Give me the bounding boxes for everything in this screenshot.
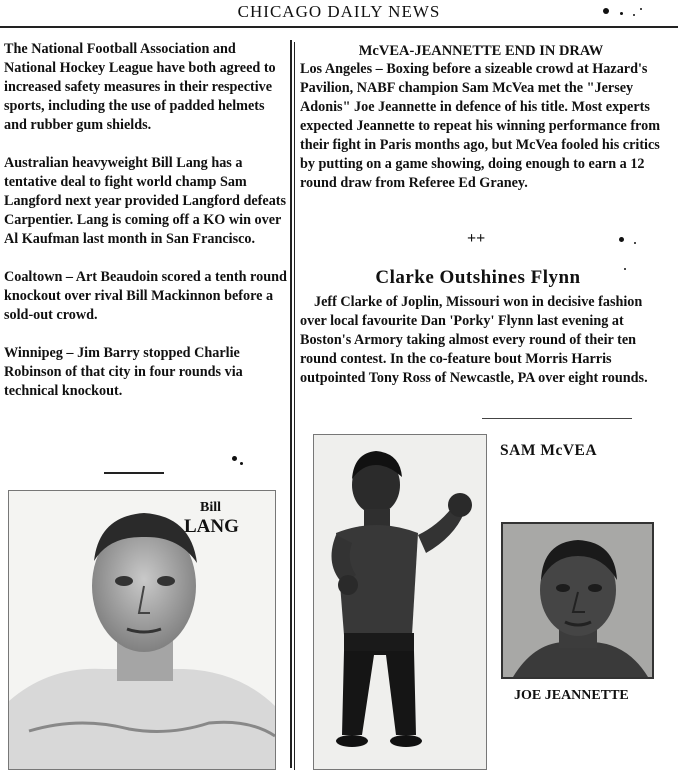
brief-safety: The National Football Association and National Hockey League have both agreed to increased safety measures in their respective sports, including the use of padded helmets and rubber gum shields. [4, 41, 276, 133]
sam-mcvea-figure [314, 435, 486, 769]
sam-mcvea-photo [313, 434, 487, 770]
headline-mcvea-jeannette: McVEA-JEANNETTE END IN DRAW [358, 43, 604, 59]
section-separator: ++ [467, 230, 486, 247]
brief-coaltown: Coaltown – Art Beaudoin scored a tenth round knockout over rival Bill Mackinnon before a sold-out crowd. [4, 269, 287, 323]
ink-speck [619, 237, 624, 242]
column-rule-left [290, 40, 292, 768]
brief-winnipeg: Winnipeg – Jim Barry stopped Charlie Robinson of that city in four rounds via technical knockout. [4, 345, 243, 399]
ink-speck [634, 242, 636, 244]
caption-bill: Bill [200, 500, 222, 515]
story-mcvea-jeannette: Los Angeles – Boxing before a sizeable crowd at Hazard's Pavilion, NABF champion Sam McVea met the "Jersey Adonis" Joe Jeannette in defence of his title. Most experts expected Jeannette to repeat his winning performance from their fight in Paris months ago, but McVea fooled his critics by putting on a game showing, doing enough to earn a 12 round draw from Referee Ed Graney. [300, 61, 661, 191]
caption-sam-mcvea: SAM McVEA [500, 442, 598, 459]
ink-speck [640, 8, 642, 10]
newspaper-title: CHICAGO DAILY NEWS [237, 2, 441, 21]
ink-speck [603, 8, 609, 14]
brief-lang: Australian heavyweight Bill Lang has a tentative deal to fight world champ Sam Langford next year provided Langford defeats Carpentier. Lang is coming off a KO win over Al Kaufman last month in San Francisco. [4, 155, 287, 247]
ink-speck [232, 456, 237, 461]
masthead [0, 0, 678, 28]
ink-speck [240, 462, 243, 465]
joe-jeannette-portrait [503, 524, 652, 677]
joe-jeannette-photo [501, 522, 654, 679]
left-column-briefs [4, 40, 288, 420]
story-clarke-flynn: Jeff Clarke of Joplin, Missouri won in decisive fashion over local favourite Dan 'Porky' Flynn last evening at Boston's Armory taking almost every round of their ten round contest. In the co-feature bout Morris Harris outpointed Tony Ross of Newcastle, PA over eight rounds. [300, 294, 648, 386]
divider-short [104, 472, 164, 474]
ink-speck [620, 12, 623, 15]
headline-clarke-flynn: Clarke Outshines Flynn [375, 267, 581, 288]
caption-lang: LANG [184, 516, 239, 537]
caption-joe-jeannette: JOE JEANNETTE [514, 688, 629, 703]
divider-right [482, 418, 632, 419]
ink-speck [633, 14, 635, 16]
column-rule-inner [294, 42, 295, 770]
